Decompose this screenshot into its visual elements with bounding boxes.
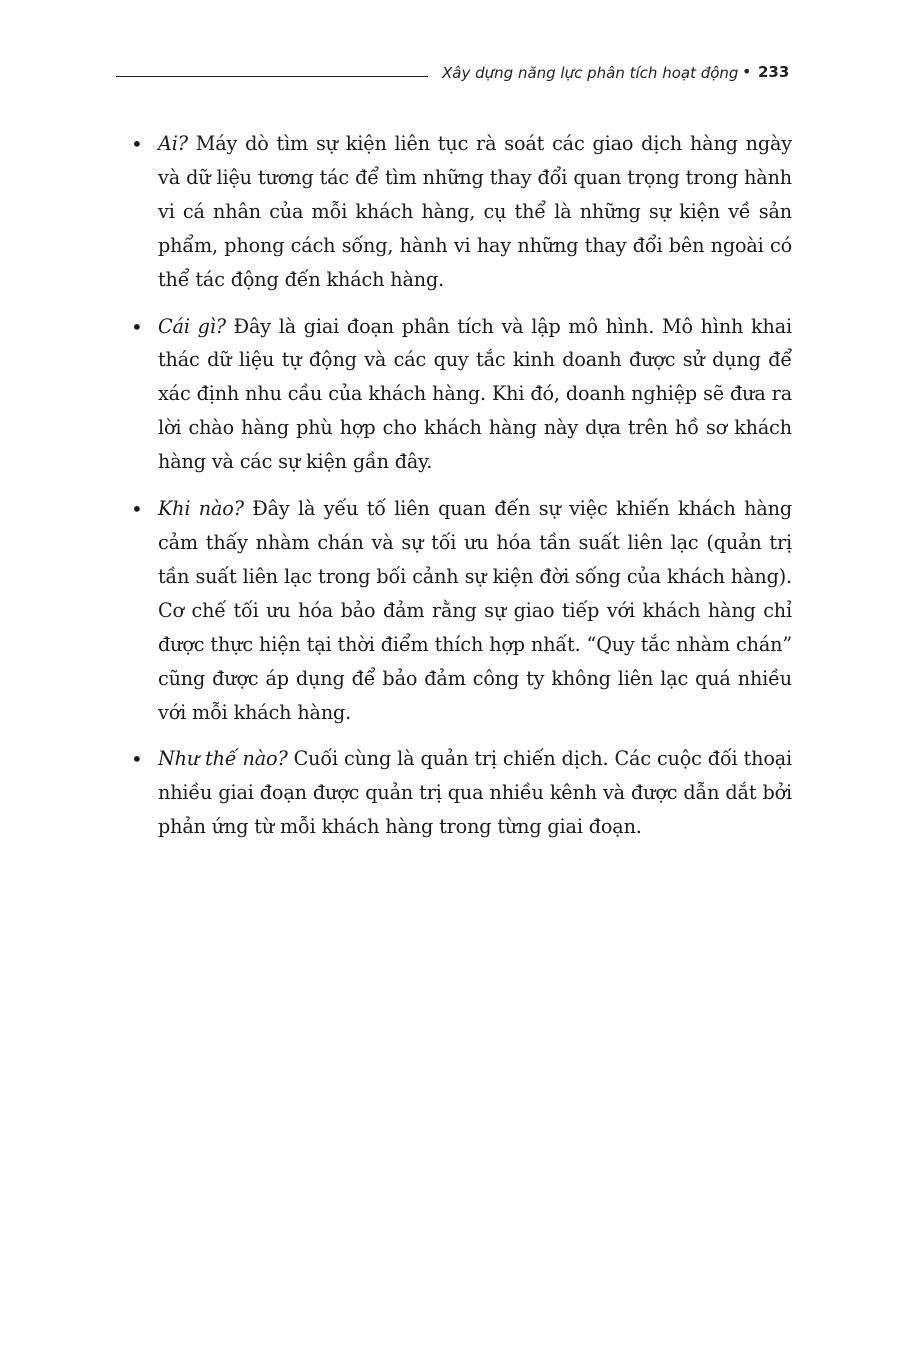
bullet-icon: •: [131, 747, 143, 772]
bullet-icon: •: [131, 314, 143, 339]
list-item-lead: Cái gì?: [158, 314, 226, 338]
list-item-body: Đây là yếu tố liên quan đến sự việc khiến khách hàng cảm thấy nhàm chán và sự tối ưu hóa tần suất liên lạc (quản trị tần suất liên lạc trong bối cảnh sự kiện đời sống của khách hàng). Cơ chế tối ưu hóa bảo đảm rằng sự giao tiếp với khách hàng chỉ được thực hiện tại thời điểm thích hợp nhất. “Quy tắc nhàm chán” cũng được áp dụng để bảo đảm công ty không liên lạc quá nhiều với mỗi khách hàng.: [158, 497, 792, 724]
list-item-text: [158, 742, 792, 844]
running-header: [116, 62, 794, 88]
bullet-icon: •: [131, 497, 143, 522]
list-item-text: [158, 492, 792, 729]
list-item-lead: Như thế nào?: [158, 747, 288, 771]
header-separator-bullet: •: [742, 62, 752, 81]
list-item-text: [158, 310, 792, 480]
list-item-lead: Khi nào?: [158, 497, 244, 521]
list-item-ai: [128, 127, 792, 297]
page-number: 233: [758, 63, 790, 81]
chapter-title: Xây dựng năng lực phân tích hoạt động: [442, 64, 739, 82]
bullet-list: [128, 127, 792, 857]
list-item-text: [158, 127, 792, 297]
list-item-khi-nao: [128, 492, 792, 729]
list-item-body: Đây là giai đoạn phân tích và lập mô hình. Mô hình khai thác dữ liệu tự động và các quy tắc kinh doanh được sử dụng để xác định nhu cầu của khách hàng. Khi đó, doanh nghiệp sẽ đưa ra lời chào hàng phù hợp cho khách hàng này dựa trên hồ sơ khách hàng và các sự kiện gần đây.: [158, 314, 792, 474]
list-item-body: Cuối cùng là quản trị chiến dịch. Các cuộc đối thoại nhiều giai đoạn được quản trị qua nhiều kênh và được dẫn dắt bởi phản ứng từ mỗi khách hàng trong từng giai đoạn.: [158, 747, 792, 839]
bullet-icon: •: [131, 132, 143, 156]
list-item-body: Máy dò tìm sự kiện liên tục rà soát các giao dịch hàng ngày và dữ liệu tương tác để tìm những thay đổi quan trọng trong hành vi cá nhân của mỗi khách hàng, cụ thể là những sự kiện về sản phẩm, phong cách sống, hành vi hay những thay đổi bên ngoài có thể tác động đến khách hàng.: [158, 132, 792, 291]
list-item-lead: Ai?: [158, 132, 188, 155]
header-rule: [116, 76, 428, 77]
list-item-cai-gi: [128, 310, 792, 480]
list-item-nhu-the-nao: [128, 742, 792, 844]
